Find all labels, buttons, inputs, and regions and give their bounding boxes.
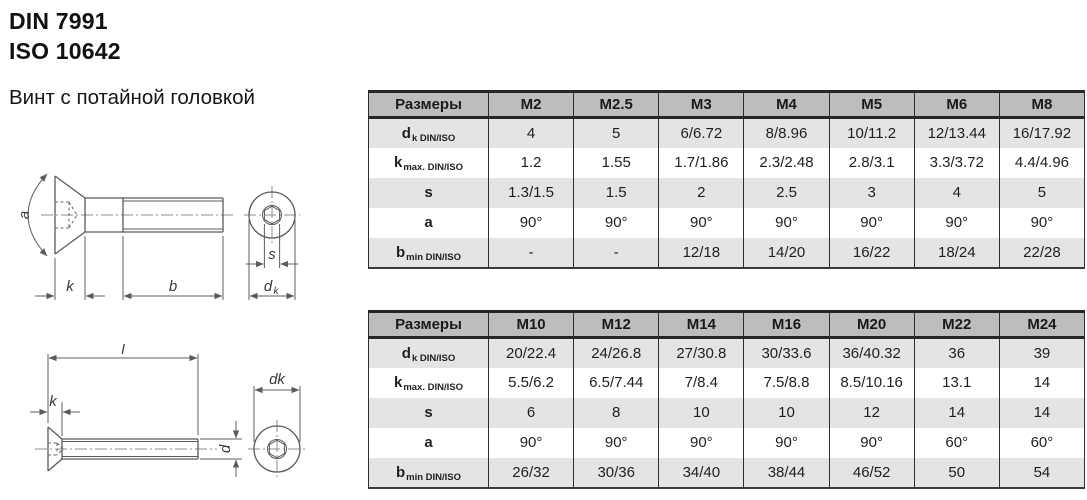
value-cell: 6.5/7.44 bbox=[574, 368, 659, 398]
size-column-header: M24 bbox=[999, 312, 1084, 338]
value-cell: 12/18 bbox=[659, 238, 744, 268]
socket-size-label: s bbox=[268, 246, 276, 263]
table-row bbox=[369, 428, 1085, 458]
value-cell: 46/52 bbox=[829, 458, 914, 488]
value-cell: 90° bbox=[914, 208, 999, 238]
value-cell: 14 bbox=[999, 368, 1084, 398]
dimensions-table-1 bbox=[368, 90, 1085, 269]
value-cell: - bbox=[489, 238, 574, 268]
row-label: a bbox=[369, 428, 489, 458]
value-cell: 90° bbox=[489, 208, 574, 238]
table-row bbox=[369, 148, 1085, 178]
value-cell: 16/17.92 bbox=[999, 118, 1084, 148]
dimensions-table-2 bbox=[368, 310, 1085, 489]
value-cell: 4 bbox=[914, 178, 999, 208]
row-label-column-header: Размеры bbox=[369, 92, 489, 118]
value-cell: 7/8.4 bbox=[659, 368, 744, 398]
value-cell: 36/40.32 bbox=[829, 338, 914, 368]
value-cell: 5.5/6.2 bbox=[489, 368, 574, 398]
value-cell: 20/22.4 bbox=[489, 338, 574, 368]
value-cell: 12 bbox=[829, 398, 914, 428]
dimension-table-m10-m24 bbox=[368, 310, 1085, 489]
value-cell: 60° bbox=[914, 428, 999, 458]
dk2-extension-lines bbox=[254, 386, 300, 442]
value-cell: 90° bbox=[659, 208, 744, 238]
din-standard-title: DIN 7991 bbox=[9, 8, 108, 34]
value-cell: 2.8/3.1 bbox=[829, 148, 914, 178]
value-cell: 2.5 bbox=[744, 178, 829, 208]
value-cell: 10/11.2 bbox=[829, 118, 914, 148]
row-label: $d_{k DIN/ISO}$ bbox=[369, 338, 489, 368]
value-cell: 1.5 bbox=[574, 178, 659, 208]
value-cell: 4 bbox=[489, 118, 574, 148]
size-column-header: M2.5 bbox=[574, 92, 659, 118]
standard-titles bbox=[9, 6, 121, 66]
value-cell: 2 bbox=[659, 178, 744, 208]
value-cell: 60° bbox=[999, 428, 1084, 458]
row-label: a bbox=[369, 208, 489, 238]
value-cell: 2.3/2.48 bbox=[744, 148, 829, 178]
value-cell: 8 bbox=[574, 398, 659, 428]
value-cell: 30/33.6 bbox=[744, 338, 829, 368]
value-cell: 3.3/3.72 bbox=[914, 148, 999, 178]
value-cell: 24/26.8 bbox=[574, 338, 659, 368]
value-cell: 54 bbox=[999, 458, 1084, 488]
table-row bbox=[369, 238, 1085, 268]
size-column-header: M3 bbox=[659, 92, 744, 118]
dimension-table-m2-m8 bbox=[368, 90, 1085, 269]
value-cell: 13.1 bbox=[914, 368, 999, 398]
size-column-header: M2 bbox=[489, 92, 574, 118]
size-column-header: M12 bbox=[574, 312, 659, 338]
value-cell: 14 bbox=[999, 398, 1084, 428]
value-cell: 18/24 bbox=[914, 238, 999, 268]
value-cell: 1.7/1.86 bbox=[659, 148, 744, 178]
table-row bbox=[369, 398, 1085, 428]
product-name: Винт с потайной головкой bbox=[9, 86, 255, 109]
value-cell: 12/13.44 bbox=[914, 118, 999, 148]
size-column-header: M8 bbox=[999, 92, 1084, 118]
value-cell: 8.5/10.16 bbox=[829, 368, 914, 398]
head-diameter-label-sub: k bbox=[273, 286, 279, 297]
value-cell: 36 bbox=[914, 338, 999, 368]
value-cell: 5 bbox=[999, 178, 1084, 208]
value-cell: 1.3/1.5 bbox=[489, 178, 574, 208]
value-cell: 90° bbox=[744, 208, 829, 238]
row-label: $b_{min DIN/ISO}$ bbox=[369, 458, 489, 488]
size-column-header: M4 bbox=[744, 92, 829, 118]
size-column-header: M10 bbox=[489, 312, 574, 338]
angle-label: a bbox=[16, 210, 33, 220]
value-cell: - bbox=[574, 238, 659, 268]
value-cell: 6/6.72 bbox=[659, 118, 744, 148]
value-cell: 1.2 bbox=[489, 148, 574, 178]
value-cell: 90° bbox=[659, 428, 744, 458]
value-cell: 6 bbox=[489, 398, 574, 428]
value-cell: 14 bbox=[914, 398, 999, 428]
size-column-header: M22 bbox=[914, 312, 999, 338]
value-cell: 16/22 bbox=[829, 238, 914, 268]
size-column-header: M5 bbox=[829, 92, 914, 118]
row-label: $d_{k DIN/ISO}$ bbox=[369, 118, 489, 148]
table-row bbox=[369, 368, 1085, 398]
head-height-label: k bbox=[66, 278, 74, 295]
value-cell: 30/36 bbox=[574, 458, 659, 488]
value-cell: 90° bbox=[489, 428, 574, 458]
value-cell: 50 bbox=[914, 458, 999, 488]
head-diameter-label-main: d bbox=[263, 278, 273, 295]
table-row bbox=[369, 208, 1085, 238]
diameter-label: d bbox=[217, 444, 234, 454]
screw-side-drawing-1 bbox=[5, 148, 360, 308]
size-column-header: M14 bbox=[659, 312, 744, 338]
value-cell: 39 bbox=[999, 338, 1084, 368]
value-cell: 90° bbox=[574, 428, 659, 458]
value-cell: 90° bbox=[829, 208, 914, 238]
row-label: s bbox=[369, 178, 489, 208]
screw-side-drawing-2 bbox=[5, 344, 360, 499]
value-cell: 8/8.96 bbox=[744, 118, 829, 148]
row-label: $k_{max. DIN/ISO}$ bbox=[369, 368, 489, 398]
length-label: l bbox=[121, 344, 125, 358]
row-label: $k_{max. DIN/ISO}$ bbox=[369, 148, 489, 178]
iso-standard-title: ISO 10642 bbox=[9, 38, 121, 64]
value-cell: 10 bbox=[659, 398, 744, 428]
value-cell: 5 bbox=[574, 118, 659, 148]
value-cell: 38/44 bbox=[744, 458, 829, 488]
size-column-header: M6 bbox=[914, 92, 999, 118]
row-label-column-header: Размеры bbox=[369, 312, 489, 338]
table-row bbox=[369, 458, 1085, 488]
size-column-header: M20 bbox=[829, 312, 914, 338]
value-cell: 90° bbox=[999, 208, 1084, 238]
table-row bbox=[369, 178, 1085, 208]
table-row bbox=[369, 118, 1085, 148]
thread-length-label: b bbox=[168, 278, 178, 295]
head-diameter-label-2: dk bbox=[269, 371, 285, 388]
size-column-header: M16 bbox=[744, 312, 829, 338]
value-cell: 22/28 bbox=[999, 238, 1084, 268]
table-row bbox=[369, 338, 1085, 368]
value-cell: 3 bbox=[829, 178, 914, 208]
value-cell: 4.4/4.96 bbox=[999, 148, 1084, 178]
value-cell: 26/32 bbox=[489, 458, 574, 488]
value-cell: 1.55 bbox=[574, 148, 659, 178]
l-extension-lines bbox=[48, 354, 198, 435]
value-cell: 7.5/8.8 bbox=[744, 368, 829, 398]
value-cell: 14/20 bbox=[744, 238, 829, 268]
value-cell: 27/30.8 bbox=[659, 338, 744, 368]
value-cell: 90° bbox=[574, 208, 659, 238]
row-label: s bbox=[369, 398, 489, 428]
value-cell: 34/40 bbox=[659, 458, 744, 488]
head-height-label-2: k bbox=[49, 393, 57, 410]
value-cell: 90° bbox=[744, 428, 829, 458]
row-label: $b_{min DIN/ISO}$ bbox=[369, 238, 489, 268]
value-cell: 90° bbox=[829, 428, 914, 458]
value-cell: 10 bbox=[744, 398, 829, 428]
